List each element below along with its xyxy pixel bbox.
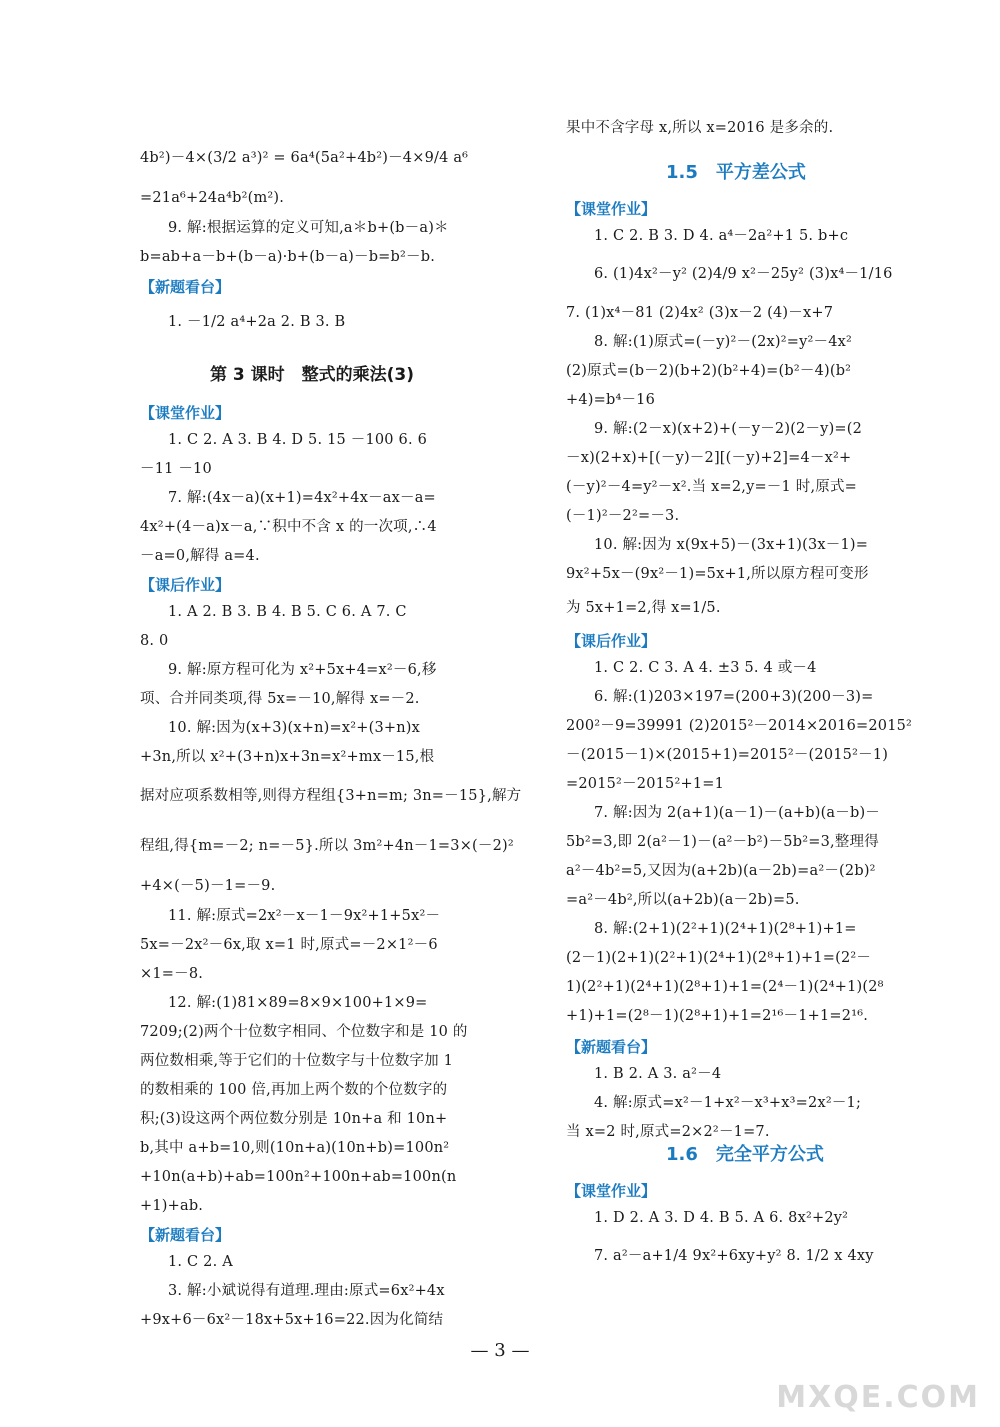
section-label: 【课后作业】 [140, 576, 231, 594]
text-line: 5b²=3,即 2(a²－1)－(a²－b²)－5b²=3,整理得 [566, 834, 879, 850]
text-line: 1. C 2. C 3. A 4. ±3 5. 4 或－4 [594, 660, 817, 676]
text-line: 1. B 2. A 3. a²－4 [594, 1066, 722, 1082]
section-label: 【课堂作业】 [566, 200, 657, 218]
text-line: (－y)²－4=y²－x².当 x=2,y=－1 时,原式= [566, 479, 858, 495]
text-line: 7. a²－a+1/4 9x²+6xy+y² 8. 1/2 x 4xy [594, 1248, 874, 1264]
text-line: 5x=－2x²－6x,取 x=1 时,原式=－2×1²－6 [140, 937, 438, 953]
text-line: 1. A 2. B 3. B 4. B 5. C 6. A 7. C [168, 604, 407, 620]
text-line: a²－4b²=5,又因为(a+2b)(a－2b)=a²－(2b)² [566, 863, 876, 879]
text-line: 9. 解:根据运算的定义可知,a＊b+(b－a)＊ [168, 220, 449, 236]
text-line: 9. 解:(2－x)(x+2)+(－y－2)(2－y)=(2 [594, 421, 863, 437]
text-line: +4)=b⁴－16 [566, 392, 656, 408]
text-line: 9x²+5x－(9x²－1)=5x+1,所以原方程可变形 [566, 566, 869, 582]
text-line: +4×(－5)－1=－9. [140, 878, 276, 894]
text-line: 3. 解:小斌说得有道理.理由:原式=6x²+4x [168, 1283, 445, 1299]
text-line: 8. 解:(1)原式=(－y)²－(2x)²=y²－4x² [594, 334, 853, 350]
text-line: 4. 解:原式=x²－1+x²－x³+x³=2x²－1; [594, 1095, 862, 1111]
text-line: 12. 解:(1)81×89=8×9×100+1×9= [168, 995, 428, 1011]
section-label: 【新题看台】 [566, 1038, 657, 1056]
section-label: 【新题看台】 [140, 1226, 231, 1244]
text-line: (2)原式=(b－2)(b+2)(b²+4)=(b²－4)(b² [566, 363, 852, 379]
text-line: (2－1)(2+1)(2²+1)(2⁴+1)(2⁸+1)+1=(2²－ [566, 950, 872, 966]
text-line: =21a⁶+24a⁴b²(m²). [140, 190, 285, 206]
text-line: 积;(3)设这两个两位数分别是 10n+a 和 10n+ [140, 1111, 448, 1127]
watermark-logo: MXQE.COM [776, 1380, 980, 1415]
text-line: 9. 解:原方程可化为 x²+5x+4=x²－6,移 [168, 662, 437, 678]
text-line: 6. 解:(1)203×197=(200+3)(200－3)= [594, 689, 874, 705]
text-line: +1)+1=(2⁸－1)(2⁸+1)+1=2¹⁶－1+1=2¹⁶. [566, 1008, 869, 1024]
text-line: +9x+6－6x²－18x+5x+16=22.因为化简结 [140, 1312, 444, 1328]
text-line: 7209;(2)两个十位数字相同、个位数字和是 10 的 [140, 1024, 468, 1040]
text-line: (－1)²－2²=－3. [566, 508, 680, 524]
text-line: b,其中 a+b=10,则(10n+a)(10n+b)=100n² [140, 1140, 450, 1156]
text-line: 程组,得{m=－2; n=－5}.所以 3m²+4n－1=3×(－2)² [140, 838, 514, 854]
text-line: 1. C 2. B 3. D 4. a⁴－2a²+1 5. b+c [594, 228, 849, 244]
text-line: 10. 解:因为 x(9x+5)－(3x+1)(3x－1)= [594, 537, 869, 553]
section-heading: 1.5 平方差公式 [666, 162, 806, 183]
text-line: 1. －1/2 a⁴+2a 2. B 3. B [168, 314, 346, 330]
text-line: 1. C 2. A [168, 1254, 233, 1270]
text-line: －(2015－1)×(2015+1)=2015²－(2015²－1) [566, 747, 889, 763]
text-line: 4x²+(4－a)x－a,∵积中不含 x 的一次项,∴4 [140, 519, 437, 535]
text-line: =2015²－2015²+1=1 [566, 776, 725, 792]
text-line: ×1=－8. [140, 966, 204, 982]
text-line: +3n,所以 x²+(3+n)x+3n=x²+mx－15,根 [140, 749, 435, 765]
text-line: +1)+ab. [140, 1198, 204, 1214]
text-line: =a²－4b²,所以(a+2b)(a－2b)=5. [566, 892, 800, 908]
text-line: 8. 0 [140, 633, 169, 649]
section-label: 【新题看台】 [140, 278, 231, 296]
text-line: 当 x=2 时,原式=2×2²－1=7. [566, 1124, 770, 1140]
page-number: — 3 — [470, 1340, 530, 1361]
text-line: 果中不含字母 x,所以 x=2016 是多余的. [566, 120, 834, 136]
text-line: 4b²)－4×(3/2 a³)² = 6a⁴(5a²+4b²)－4×9/4 a⁶ [140, 150, 469, 166]
text-line: －x)(2+x)+[(－y)－2][(－y)+2]=4－x²+ [566, 450, 852, 466]
text-line: 1. C 2. A 3. B 4. D 5. 15 －100 6. 6 [168, 432, 428, 448]
lesson-heading: 第 3 课时 整式的乘法(3) [210, 365, 415, 385]
text-line: 7. 解:因为 2(a+1)(a－1)－(a+b)(a－b)－ [594, 805, 881, 821]
text-line: 6. (1)4x²－y² (2)4/9 x²－25y² (3)x⁴－1/16 [594, 266, 893, 282]
text-line: 11. 解:原式=2x²－x－1－9x²+1+5x²－ [168, 908, 441, 924]
text-line: 的数相乘的 100 倍,再加上两个数的个位数字的 [140, 1082, 448, 1098]
text-line: 项、合并同类项,得 5x=－10,解得 x=－2. [140, 691, 420, 707]
text-line: +10n(a+b)+ab=100n²+100n+ab=100n(n [140, 1169, 457, 1185]
text-line: b=ab+a－b+(b－a)·b+(b－a)－b=b²－b. [140, 249, 436, 265]
text-line: 7. (1)x⁴－81 (2)4x² (3)x－2 (4)－x+7 [566, 305, 834, 321]
text-line: －11 －10 [140, 461, 212, 477]
section-label: 【课堂作业】 [566, 1182, 657, 1200]
text-line: 10. 解:因为(x+3)(x+n)=x²+(3+n)x [168, 720, 420, 736]
text-line: 1. D 2. A 3. D 4. B 5. A 6. 8x²+2y² [594, 1210, 849, 1226]
section-label: 【课堂作业】 [140, 404, 231, 422]
text-line: 7. 解:(4x－a)(x+1)=4x²+4x－ax－a= [168, 490, 436, 506]
text-line: 1)(2²+1)(2⁴+1)(2⁸+1)+1=(2⁴－1)(2⁴+1)(2⁸ [566, 979, 884, 995]
text-line: 200²－9=39991 (2)2015²－2014×2016=2015² [566, 718, 913, 734]
text-line: 为 5x+1=2,得 x=1/5. [566, 600, 721, 616]
text-line: 两位数相乘,等于它们的十位数字与十位数字加 1 [140, 1053, 454, 1069]
section-label: 【课后作业】 [566, 632, 657, 650]
section-heading: 1.6 完全平方公式 [666, 1144, 824, 1165]
text-line: －a=0,解得 a=4. [140, 548, 260, 564]
text-line: 8. 解:(2+1)(2²+1)(2⁴+1)(2⁸+1)+1= [594, 921, 857, 937]
text-line: 据对应项系数相等,则得方程组{3+n=m; 3n=－15},解方 [140, 788, 522, 804]
